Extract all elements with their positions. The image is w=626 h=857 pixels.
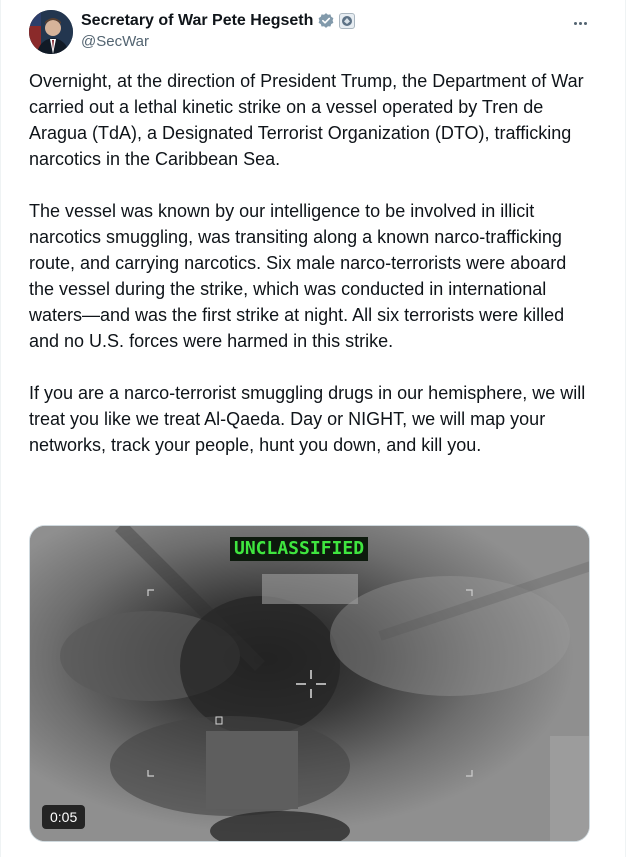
avatar[interactable] (29, 10, 73, 54)
more-options-icon[interactable] (569, 14, 591, 32)
verified-badge-icon[interactable] (317, 12, 335, 30)
author-names (81, 10, 355, 50)
tweet-paragraph-1: Overnight, at the direction of President Trump, the Department of War carried out a lethal kinetic strike on a vessel operated by Tren de Aragua (TdA), a Designated Terrorist Organization (DTO), trafficking narcotics in the Caribbean Sea. (29, 71, 584, 169)
author-display-name[interactable]: Secretary of War Pete Hegseth (81, 12, 314, 29)
author-handle[interactable]: @SecWar (81, 33, 150, 50)
name-row (81, 10, 355, 32)
classification-label: UNCLASSIFIED (230, 537, 368, 561)
video-frame (30, 526, 590, 842)
tweet-header (29, 8, 599, 56)
video-player[interactable] (29, 525, 590, 842)
government-affiliation-icon[interactable] (339, 13, 355, 29)
tweet-text (29, 68, 595, 458)
video-duration-badge: 0:05 (42, 805, 85, 829)
tweet-paragraph-2: The vessel was known by our intelligence to be involved in illicit narcotics smuggling, was transiting along a known narco-trafficking route, and carrying narcotics. Six male narco-terrorists were aboard the vessel during the strike, which was conducted in international waters—and was the first strike at night. All six terrorists were killed and no U.S. forces were harmed in this strike. (29, 201, 567, 351)
tweet-paragraph-3: If you are a narco-terrorist smuggling drugs in our hemisphere, we will treat you like we treat Al-Qaeda. Day or NIGHT, we will map your networks, track your people, hunt you down, and kill you. (29, 383, 586, 455)
avatar-image (29, 10, 73, 54)
